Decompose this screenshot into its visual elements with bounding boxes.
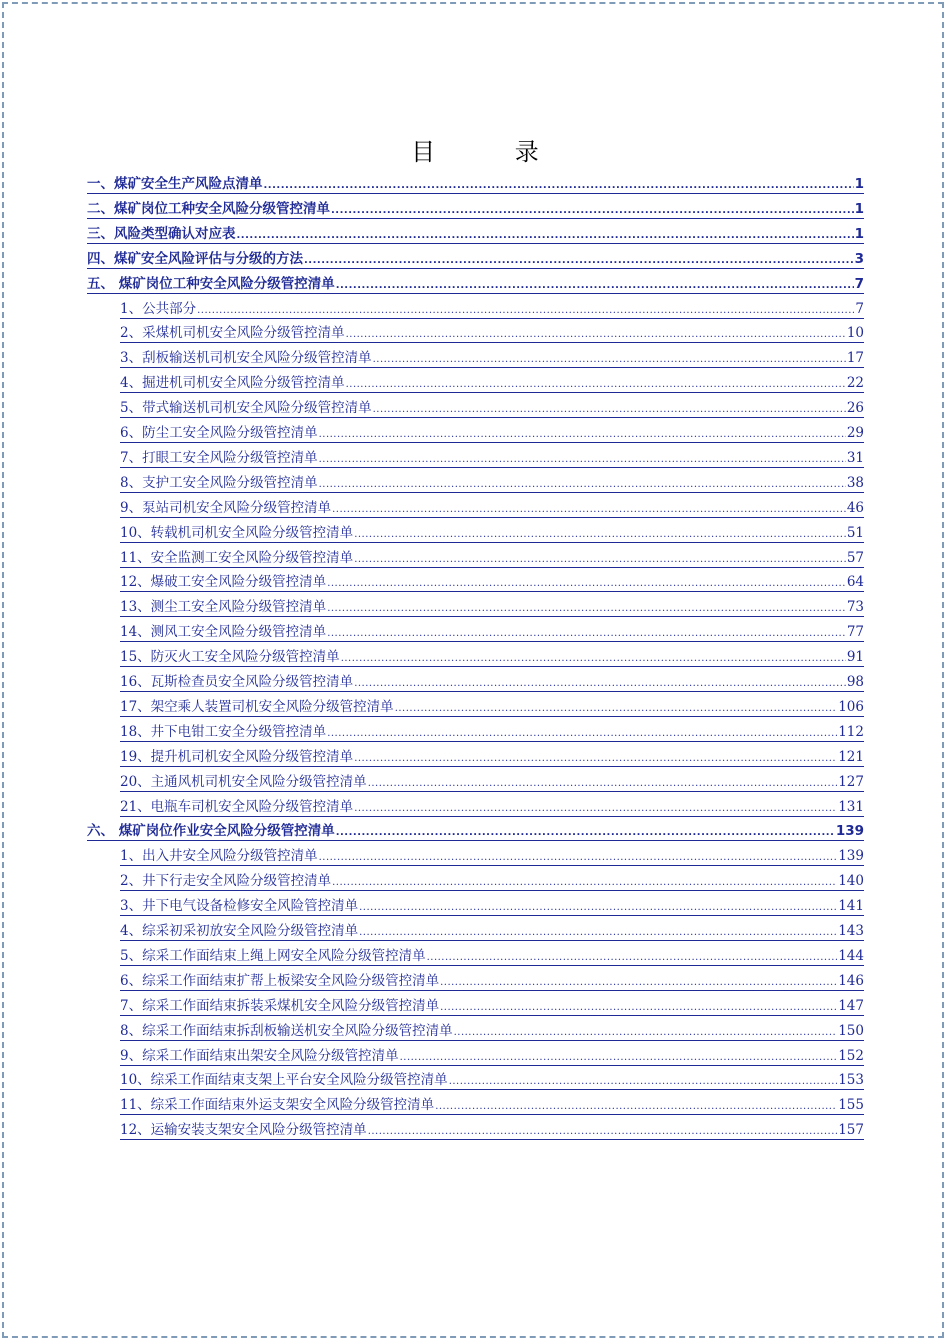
toc-entry[interactable]: [120, 523, 864, 543]
toc-entry-page: 17: [846, 350, 864, 366]
toc-entry-page: 144: [838, 948, 864, 964]
toc-dot-leader: [354, 752, 837, 766]
toc-entry[interactable]: [87, 174, 864, 194]
toc-entry-title: 一、煤矿安全生产风险点清单: [87, 176, 263, 192]
toc-entry-title: 13、测尘工安全风险分级管控清单: [120, 599, 327, 615]
toc-dot-leader: [359, 926, 837, 940]
toc-entry-title: 4、掘进机司机安全风险分级管控清单: [120, 375, 345, 391]
toc-entry-title: 6、防尘工安全风险分级管控清单: [120, 425, 318, 441]
toc-entry[interactable]: [120, 1095, 864, 1115]
toc-entry-title: 7、打眼工安全风险分级管控清单: [120, 450, 318, 466]
toc-entry[interactable]: [120, 448, 864, 468]
toc-entry-page: 77: [846, 624, 864, 640]
toc-dot-leader: [373, 403, 846, 417]
toc-entry[interactable]: [120, 398, 864, 418]
toc-dot-leader: [332, 503, 846, 517]
toc-entry-page: 38: [846, 475, 864, 491]
toc-entry-page: 98: [846, 674, 864, 690]
toc-dot-leader: [319, 478, 846, 492]
toc-entry[interactable]: [120, 846, 864, 866]
page-title: 目 录: [411, 138, 575, 166]
toc-dot-leader: [319, 453, 846, 467]
toc-entry-title: 7、综采工作面结束拆装采煤机安全风险分级管控清单: [120, 998, 440, 1014]
toc-entry-page: 106: [838, 699, 864, 715]
toc-dot-leader: [336, 279, 854, 293]
toc-entry[interactable]: [120, 946, 864, 966]
toc-entry-page: 26: [846, 400, 864, 416]
toc-entry-page: 146: [838, 973, 864, 989]
toc-entry[interactable]: [120, 299, 864, 319]
toc-entry-page: 112: [838, 724, 864, 740]
toc-entry-title: 6、综采工作面结束扩帮上板梁安全风险分级管控清单: [120, 973, 440, 989]
toc-dot-leader: [427, 951, 838, 965]
toc-entry[interactable]: [120, 597, 864, 617]
toc-entry-title: 17、架空乘人装置司机安全风险分级管控清单: [120, 699, 394, 715]
toc-dot-leader: [440, 1001, 837, 1015]
toc-entry-title: 12、运输安装支架安全风险分级管控清单: [120, 1122, 367, 1138]
toc-entry-title: 5、综采工作面结束上绳上网安全风险分级管控清单: [120, 948, 426, 964]
toc-entry-title: 11、安全监测工安全风险分级管控清单: [120, 550, 354, 566]
toc-entry-page: 147: [838, 998, 864, 1014]
toc-entry-page: 3: [854, 251, 864, 267]
toc-dot-leader: [359, 901, 837, 915]
toc-entry-page: 140: [838, 873, 864, 889]
toc-dot-leader: [237, 229, 854, 243]
toc-entry[interactable]: [120, 348, 864, 368]
toc-entry[interactable]: [87, 224, 864, 244]
toc-entry-title: 12、爆破工安全风险分级管控清单: [120, 574, 327, 590]
toc-entry-page: 1: [854, 201, 864, 217]
toc-entry-page: 143: [838, 923, 864, 939]
toc-entry-title: 5、带式输送机司机安全风险分级管控清单: [120, 400, 372, 416]
toc-dot-leader: [354, 553, 846, 567]
toc-entry[interactable]: [120, 423, 864, 443]
toc-entry[interactable]: [120, 722, 864, 742]
toc-entry[interactable]: [120, 896, 864, 916]
toc-entry[interactable]: [120, 921, 864, 941]
toc-entry[interactable]: [120, 548, 864, 568]
toc-entry-title: 三、风险类型确认对应表: [87, 226, 236, 242]
toc-entry-title: 10、综采工作面结束支架上平台安全风险分级管控清单: [120, 1072, 448, 1088]
toc-dot-leader: [327, 627, 846, 641]
toc-dot-leader: [304, 254, 854, 268]
toc-dot-leader: [368, 777, 838, 791]
toc-entry-page: 127: [838, 774, 864, 790]
toc-entry-page: 153: [838, 1072, 864, 1088]
toc-dot-leader: [435, 1100, 837, 1114]
toc-dot-leader: [354, 528, 846, 542]
toc-entry-title: 五、 煤矿岗位工种安全风险分级管控清单: [87, 276, 335, 292]
toc-entry-page: 7: [854, 276, 864, 292]
toc-entry-page: 7: [855, 301, 864, 317]
toc-dot-leader: [319, 428, 846, 442]
toc-entry-page: 157: [838, 1122, 864, 1138]
toc-entry-title: 3、刮板输送机司机安全风险分级管控清单: [120, 350, 372, 366]
toc-entry-title: 二、煤矿岗位工种安全风险分级管控清单: [87, 201, 330, 217]
toc-entry-title: 14、测风工安全风险分级管控清单: [120, 624, 327, 640]
toc-entry[interactable]: [87, 249, 864, 269]
toc-entry[interactable]: [120, 747, 864, 767]
toc-dot-leader: [327, 577, 846, 591]
toc-entry-page: 152: [838, 1048, 864, 1064]
toc-entry-page: 155: [838, 1097, 864, 1113]
toc-dot-leader: [354, 802, 837, 816]
toc-dot-leader: [341, 652, 846, 666]
toc-entry[interactable]: [120, 1021, 864, 1041]
toc-entry[interactable]: [87, 274, 864, 294]
toc-entry[interactable]: [120, 1046, 864, 1066]
toc-dot-leader: [264, 179, 854, 193]
toc-entry-page: 150: [838, 1023, 864, 1039]
toc-entry-title: 六、 煤矿岗位作业安全风险分级管控清单: [87, 823, 335, 839]
toc-entry-page: 22: [846, 375, 864, 391]
toc-dot-leader: [368, 1125, 838, 1139]
toc-entry-title: 9、泵站司机安全风险分级管控清单: [120, 500, 332, 516]
toc-dot-leader: [454, 1026, 838, 1040]
toc-entry[interactable]: [120, 871, 864, 891]
toc-entry-title: 2、采煤机司机安全风险分级管控清单: [120, 325, 345, 341]
toc-entry[interactable]: [120, 373, 864, 393]
toc-entry-title: 21、电瓶车司机安全风险分级管控清单: [120, 799, 354, 815]
toc-entry[interactable]: [120, 971, 864, 991]
toc-entry-page: 131: [838, 799, 864, 815]
toc-entry[interactable]: [120, 772, 864, 792]
toc-entry-title: 3、井下电气设备检修安全风险管控清单: [120, 898, 359, 914]
toc-entry-page: 139: [835, 823, 864, 839]
toc-entry[interactable]: [120, 572, 864, 592]
toc-entry-page: 91: [846, 649, 864, 665]
toc-entry[interactable]: [120, 996, 864, 1016]
toc-dot-leader: [449, 1075, 838, 1089]
toc-entry-title: 2、井下行走安全风险分级管控清单: [120, 873, 332, 889]
toc-entry-page: 46: [846, 500, 864, 516]
toc-entry[interactable]: [120, 1120, 864, 1140]
toc-entry-page: 121: [838, 749, 864, 765]
toc-entry-page: 1: [854, 176, 864, 192]
toc-entry[interactable]: [120, 323, 864, 343]
toc-entry-page: 31: [846, 450, 864, 466]
toc-entry-title: 1、公共部分: [120, 301, 197, 317]
toc-entry[interactable]: [120, 672, 864, 692]
toc-entry[interactable]: [120, 1070, 864, 1090]
toc-entry-page: 57: [846, 550, 864, 566]
toc-dot-leader: [319, 851, 838, 865]
toc-entry-title: 18、井下电钳工安全分级管控清单: [120, 724, 327, 740]
toc-dot-leader: [332, 876, 837, 890]
toc-dot-leader: [336, 826, 835, 840]
toc-entry[interactable]: [87, 821, 864, 841]
toc-dot-leader: [354, 677, 846, 691]
toc-entry-title: 10、转载机司机安全风险分级管控清单: [120, 525, 354, 541]
toc-entry-title: 9、综采工作面结束出架安全风险分级管控清单: [120, 1048, 399, 1064]
toc-entry[interactable]: [120, 697, 864, 717]
toc-entry-page: 51: [846, 525, 864, 541]
toc-entry-page: 139: [838, 848, 864, 864]
toc-entry-title: 16、瓦斯检查员安全风险分级管控清单: [120, 674, 354, 690]
toc-dot-leader: [331, 204, 854, 218]
toc-dot-leader: [346, 328, 846, 342]
toc-entry-title: 11、综采工作面结束外运支架安全风险分级管控清单: [120, 1097, 435, 1113]
toc-entry-page: 29: [846, 425, 864, 441]
toc-dot-leader: [197, 304, 854, 318]
toc-dot-leader: [395, 702, 838, 716]
toc-dot-leader: [327, 727, 837, 741]
toc-dot-leader: [327, 602, 846, 616]
toc-entry-page: 141: [838, 898, 864, 914]
toc-dot-leader: [373, 353, 846, 367]
toc-entry-title: 四、煤矿安全风险评估与分级的方法: [87, 251, 303, 267]
toc-dot-leader: [346, 378, 846, 392]
toc-entry-page: 10: [846, 325, 864, 341]
toc-entry[interactable]: [120, 647, 864, 667]
toc-entry-page: 73: [846, 599, 864, 615]
toc-dot-leader: [440, 976, 837, 990]
toc-entry-title: 1、出入井安全风险分级管控清单: [120, 848, 318, 864]
toc-entry-title: 19、提升机司机安全风险分级管控清单: [120, 749, 354, 765]
toc-entry-page: 64: [846, 574, 864, 590]
toc-entry-title: 4、综采初采初放安全风险分级管控清单: [120, 923, 359, 939]
toc-entry[interactable]: [120, 797, 864, 817]
toc-entry-title: 8、支护工安全风险分级管控清单: [120, 475, 318, 491]
toc-entry[interactable]: [120, 473, 864, 493]
toc-entry-title: 20、主通风机司机安全风险分级管控清单: [120, 774, 367, 790]
toc-entry-title: 8、综采工作面结束拆刮板输送机安全风险分级管控清单: [120, 1023, 453, 1039]
toc-entry[interactable]: [120, 498, 864, 518]
toc-entry[interactable]: [87, 199, 864, 219]
toc-dot-leader: [400, 1051, 838, 1065]
toc-entry-page: 1: [854, 226, 864, 242]
toc-entry-title: 15、防灭火工安全风险分级管控清单: [120, 649, 340, 665]
toc-entry[interactable]: [120, 622, 864, 642]
